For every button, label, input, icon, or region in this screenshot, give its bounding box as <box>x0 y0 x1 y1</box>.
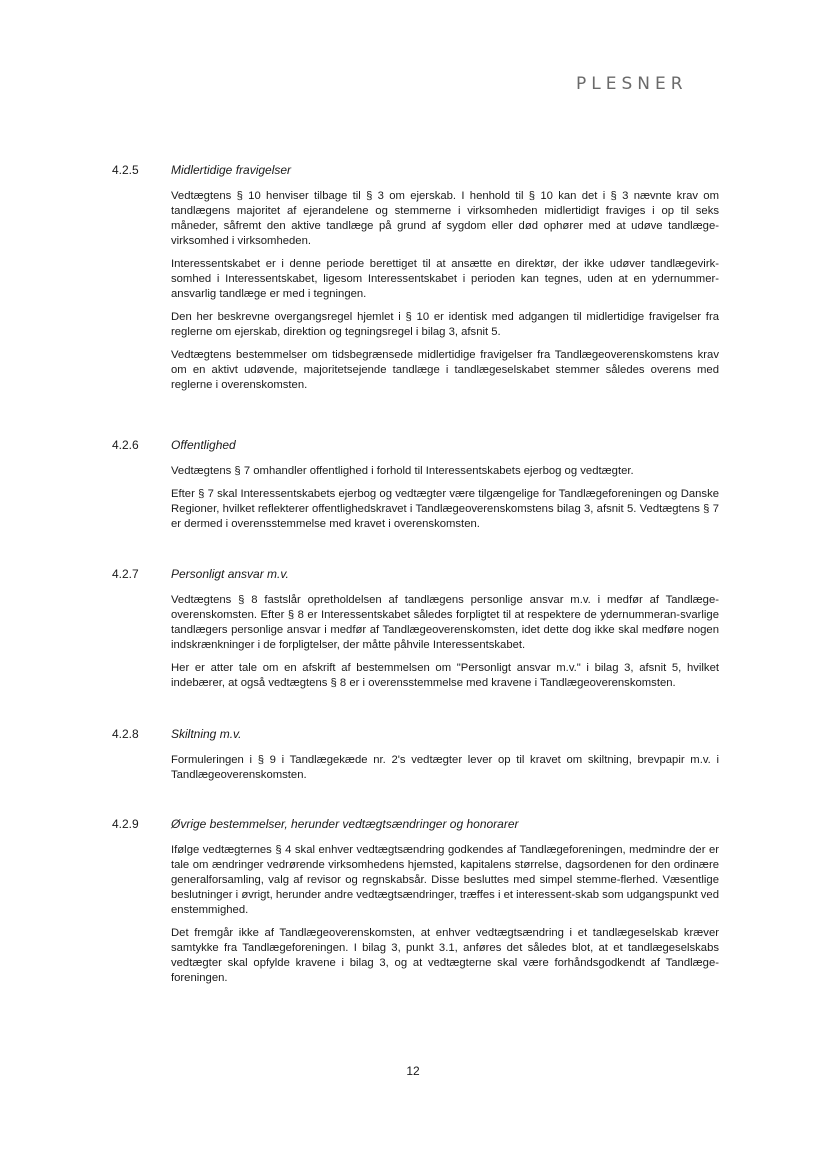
section-body <box>171 843 719 994</box>
plesner-logo: PLESNER <box>576 74 688 94</box>
section-number: 4.2.8 <box>112 727 139 741</box>
paragraph: Formuleringen i § 9 i Tandlægekæde nr. 2's vedtægter lever op til kravet om skiltning, brevpapir m.v. i Tandlægeoverenskomsten. <box>171 754 719 781</box>
paragraph: Her er atter tale om en afskrift af bestemmelsen om "Personligt ansvar m.v." i bilag 3, afsnit 5, hvilket indebærer, at også vedtægtens § 8 er i overensstemmelse med kravene i Tandlægeoverenskomsten. <box>171 662 719 689</box>
section-title: Øvrige bestemmelser, herunder vedtægtsændringer og honorarer <box>171 817 519 831</box>
paragraph: Efter § 7 skal Interessentskabets ejerbog og vedtægter være tilgængelige for Tandlægeforeningen og Danske Regioner, hvilket reflekterer offentlighedskravet i Tandlægeoverenskomstens bilag 3, afsnit 5. Vedtægtens § 7 er dermed i overensstemmelse med kravet i overenskomsten. <box>171 488 719 530</box>
page-number: 12 <box>406 1064 420 1078</box>
paragraph: Vedtægtens bestemmelser om tidsbegrænsede midlertidige fravigelser fra Tandlægeoverenskomstens krav om en aktivt udøvende, majoritetsejende tandlæge i tandlægeselskabet stemmer således overens med reglerne i overenskomsten. <box>171 349 719 391</box>
section-number: 4.2.9 <box>112 817 139 831</box>
section-title: Personligt ansvar m.v. <box>171 567 289 581</box>
section-body <box>171 593 719 699</box>
paragraph: Det fremgår ikke af Tandlægeoverenskomsten, at enhver vedtægtsændring i et tandlægeselskab kræver samtykke fra Tandlægeforeningen. I bilag 3, punkt 3.1, anføres det således blot, at et tandlægeselskabs vedtægter skal opfylde kravene i bilag 3, og at vedtægterne skal være forhåndsgodkendt af Tandlæge-foreningen. <box>171 927 719 984</box>
paragraph: Ifølge vedtægternes § 4 skal enhver vedtægtsændring godkendes af Tandlægeforeningen, medmindre der er tale om ændringer vedrørende virksomhedens hjemsted, kapitalens størrelse, dagsordenen for den ordinære generalforsamling, valg af revisor og regnskabsår. Disse besluttes med simpel stemme-flerhed. Væsentlige beslutninger i øvrigt, herunder andre vedtægtsændringer, træffes i et interessent-skab som udgangspunkt ved enstemmighed. <box>171 844 719 916</box>
paragraph: Interessentskabet er i denne periode berettiget til at ansætte en direktør, der ikke udøver tandlægevirk-somhed i Interessentskabet, ligesom Interessentskabet i perioden kan tegnes, uden at en ydernummer-ansvarlig tandlæge er med i tegningen. <box>171 258 719 300</box>
section-body <box>171 753 719 791</box>
paragraph: Vedtægtens § 7 omhandler offentlighed i forhold til Interessentskabets ejerbog og vedtægter. <box>171 465 634 477</box>
paragraph: Vedtægtens § 8 fastslår opretholdelsen af tandlægens personlige ansvar m.v. i medfør af Tandlæge-overenskomsten. Efter § 8 er Interessentskabet således forpligtet til at respektere de ydernummeran-svarlige tandlægers personlige ansvar i medfør af Tandlægeoverenskomsten, idet dette dog ikke skal medføre nogen indskrænkninger i de forpligtelser, der måtte påhvile Interessentskabet. <box>171 594 719 651</box>
section-title: Skiltning m.v. <box>171 727 242 741</box>
section-body <box>171 464 719 540</box>
paragraph: Vedtægtens § 10 henviser tilbage til § 3 om ejerskab. I henhold til § 10 kan det i § 3 nævnte krav om tandlægens majoritet af ejerandelene og stemmerne i virksomheden midlertidigt fraviges i op til seks måneder, såfremt den aktive tandlæge på grund af sygdom eller død ophører med at udøve tandlæge-virksomhed i virksomheden. <box>171 190 719 247</box>
section-number: 4.2.7 <box>112 567 139 581</box>
paragraph: Den her beskrevne overgangsregel hjemlet i § 10 er identisk med adgangen til midlertidige fravigelser fra reglerne om ejerskab, direktion og tegningsregel i bilag 3, afsnit 5. <box>171 311 719 338</box>
section-number: 4.2.5 <box>112 163 139 177</box>
section-body <box>171 189 719 401</box>
section-number: 4.2.6 <box>112 438 139 452</box>
section-title: Offentlighed <box>171 438 236 452</box>
section-title: Midlertidige fravigelser <box>171 163 292 177</box>
